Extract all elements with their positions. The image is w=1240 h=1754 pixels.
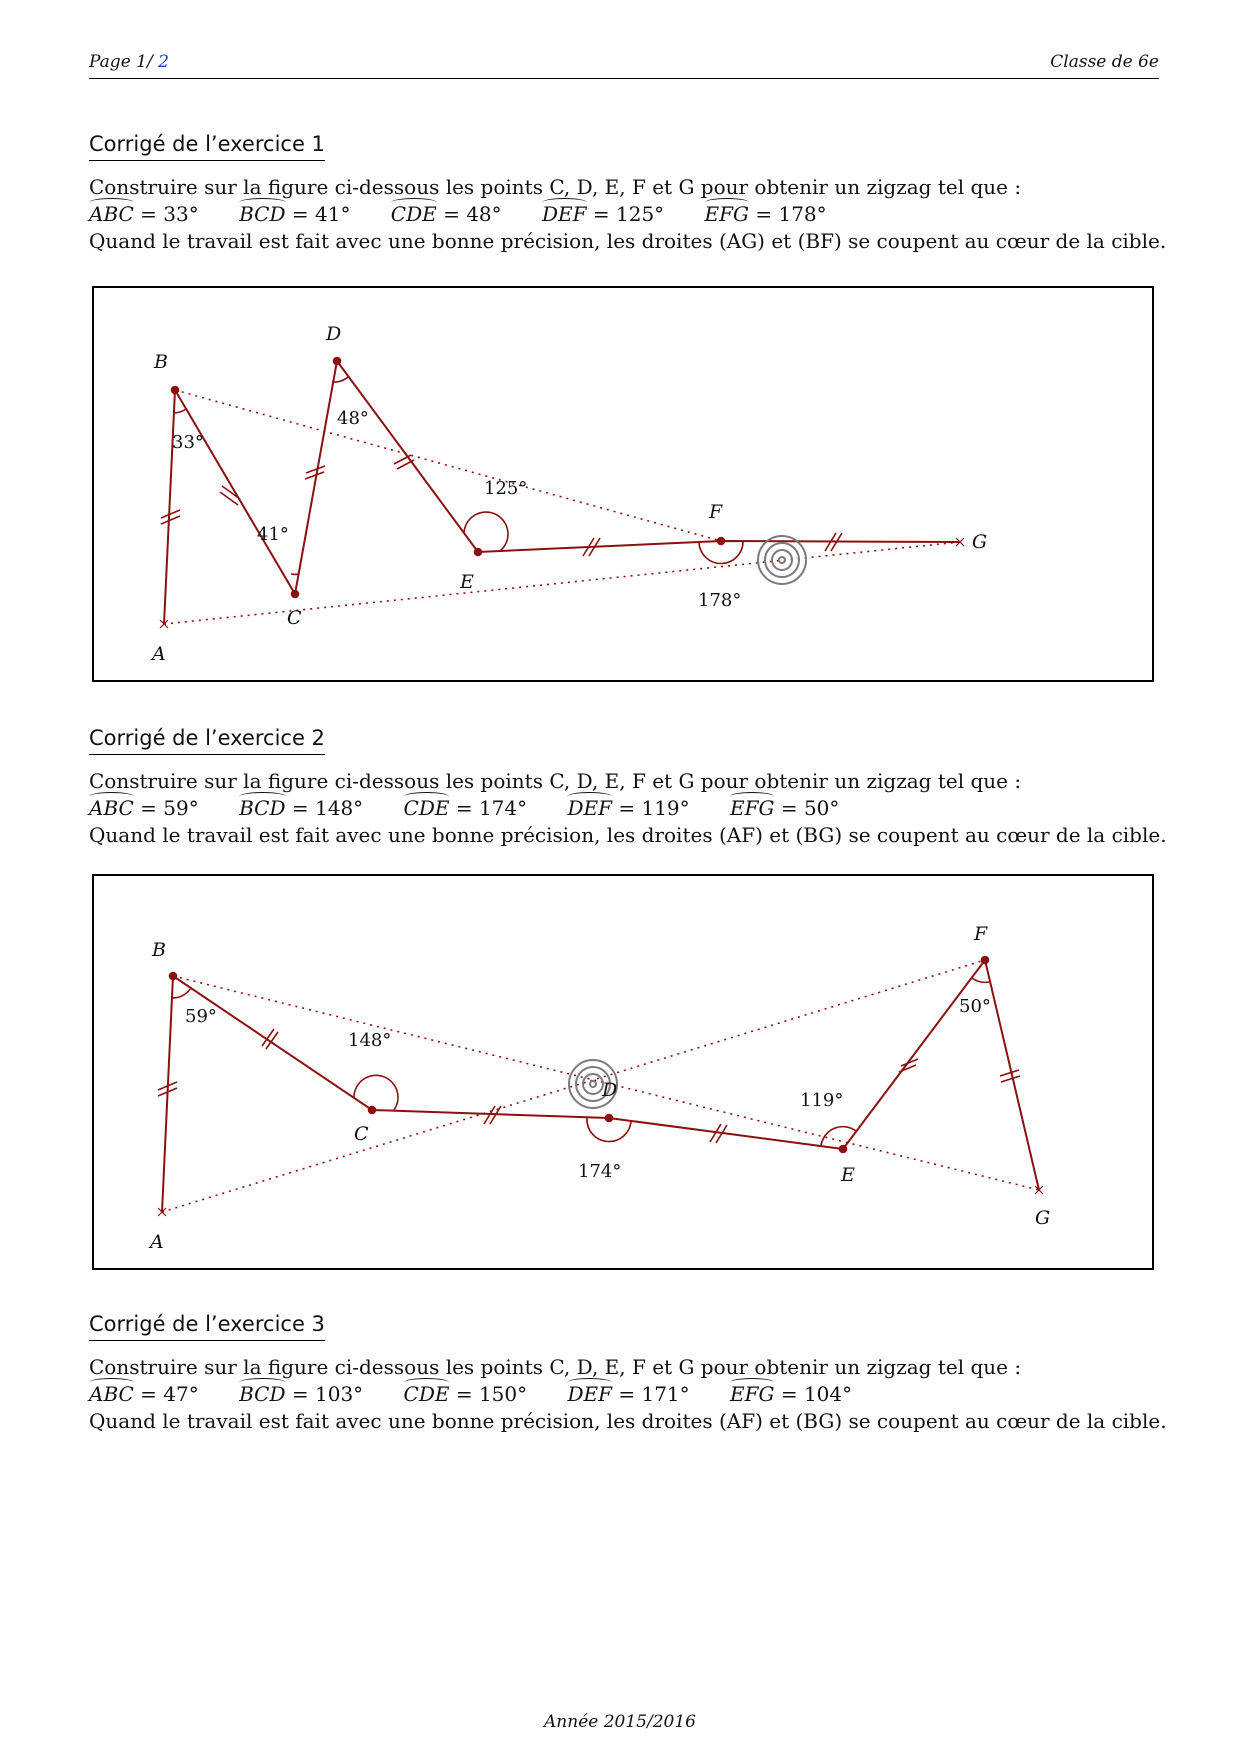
- point-e: [475, 549, 482, 556]
- label-f: F: [709, 501, 723, 523]
- angle-item: BCD = 41°: [239, 202, 351, 226]
- point-c: [369, 1107, 376, 1114]
- label-b: B: [154, 351, 168, 373]
- angle-item: CDE = 174°: [403, 796, 528, 820]
- page-header: [89, 50, 1159, 79]
- exercise-1-title: Corrigé de l’exercice 1: [89, 132, 325, 161]
- angle-label-e: 119°: [800, 1090, 844, 1111]
- exercise-2-title: Corrigé de l’exercice 2: [89, 726, 325, 755]
- label-a: A: [152, 643, 166, 665]
- exercise-2-conclusion: Quand le travail est fait avec une bonne précision, les droites (AF) et (BG) se coupent au cœur de la cible.: [89, 823, 1167, 847]
- page-number: Page 1/ 2: [89, 52, 169, 72]
- line-af: [162, 960, 985, 1212]
- label-e: E: [460, 571, 474, 593]
- zigzag-figure-2: [94, 876, 1156, 1272]
- angle-label-f: 178°: [698, 590, 742, 611]
- angle-label-e: 125°: [484, 478, 528, 499]
- angle-item: ABC = 33°: [89, 202, 199, 226]
- angle-item: EFG = 50°: [730, 796, 840, 820]
- point-f: [718, 538, 725, 545]
- exercise-2-intro: Construire sur la figure ci-dessous les points C, D, E, F et G pour obtenir un zigzag tel que :: [89, 769, 1022, 793]
- label-c: C: [354, 1123, 369, 1145]
- exercise-3-conclusion: Quand le travail est fait avec une bonne précision, les droites (AF) et (BG) se coupent au cœur de la cible.: [89, 1409, 1167, 1433]
- angle-item: DEF = 171°: [567, 1382, 690, 1406]
- line-ag: [164, 542, 960, 624]
- angle-item: ABC = 59°: [89, 796, 199, 820]
- exercise-1-conclusion: Quand le travail est fait avec une bonne précision, les droites (AG) et (BF) se coupent au cœur de la cible.: [89, 229, 1167, 253]
- label-e: E: [841, 1164, 855, 1186]
- angle-item: DEF = 119°: [567, 796, 690, 820]
- angle-item: DEF = 125°: [542, 202, 665, 226]
- angle-mark-b: [174, 409, 186, 413]
- zigzag-path: [164, 361, 958, 624]
- page-total-link[interactable]: 2: [158, 52, 169, 72]
- angle-item: ABC = 47°: [89, 1382, 199, 1406]
- angle-label-d: 174°: [578, 1161, 622, 1182]
- angle-label-d: 48°: [337, 408, 369, 429]
- angle-mark-e: [821, 1127, 856, 1146]
- exercise-3-statement: [89, 1354, 1167, 1435]
- angle-mark-e: [464, 512, 508, 551]
- point-d: [334, 358, 341, 365]
- exercise-3-angles: [89, 1381, 1159, 1408]
- label-g: G: [972, 531, 988, 553]
- angle-label-b: 59°: [185, 1006, 217, 1027]
- exercise-1-intro: Construire sur la figure ci-dessous les points C, D, E, F et G pour obtenir un zigzag tel que :: [89, 175, 1022, 199]
- label-d: D: [326, 323, 342, 345]
- zigzag-figure-1: [94, 288, 1156, 684]
- label-g: G: [1035, 1207, 1051, 1229]
- angle-label-b: 33°: [172, 432, 204, 453]
- angle-mark-b: [172, 988, 191, 998]
- label-c: C: [287, 607, 302, 629]
- angle-mark-c: [354, 1075, 398, 1110]
- label-d: D: [602, 1079, 618, 1101]
- angle-item: EFG = 178°: [704, 202, 827, 226]
- angle-item: BCD = 103°: [239, 1382, 364, 1406]
- point-e: [840, 1146, 847, 1153]
- page-footer: Année 2015/2016: [544, 1712, 696, 1732]
- exercise-1-statement: [89, 174, 1167, 255]
- exercise-1-figure: [92, 286, 1154, 682]
- angle-mark-f: [972, 978, 989, 982]
- label-a: A: [150, 1231, 164, 1253]
- target-icon: [758, 536, 806, 584]
- exercise-2-angles: [89, 795, 1159, 822]
- label-f: F: [974, 923, 988, 945]
- point-b: [170, 973, 177, 980]
- angle-label-c: 41°: [257, 524, 289, 545]
- angle-item: CDE = 48°: [390, 202, 502, 226]
- exercise-3-intro: Construire sur la figure ci-dessous les points C, D, E, F et G pour obtenir un zigzag tel que :: [89, 1355, 1022, 1379]
- point-d: [606, 1115, 613, 1122]
- exercise-1-angles: [89, 201, 1159, 228]
- point-b: [172, 387, 179, 394]
- exercise-3-title: Corrigé de l’exercice 3: [89, 1312, 325, 1341]
- angle-item: CDE = 150°: [403, 1382, 528, 1406]
- class-label: Classe de 6e: [1050, 52, 1159, 72]
- exercise-2-statement: [89, 768, 1167, 849]
- angle-item: EFG = 104°: [730, 1382, 853, 1406]
- angle-label-c: 148°: [348, 1030, 392, 1051]
- point-f: [982, 957, 989, 964]
- label-b: B: [152, 939, 166, 961]
- angle-label-f: 50°: [959, 996, 991, 1017]
- exercise-2-figure: [92, 874, 1154, 1270]
- angle-item: BCD = 148°: [239, 796, 364, 820]
- line-bf: [175, 390, 721, 541]
- point-c: [292, 591, 299, 598]
